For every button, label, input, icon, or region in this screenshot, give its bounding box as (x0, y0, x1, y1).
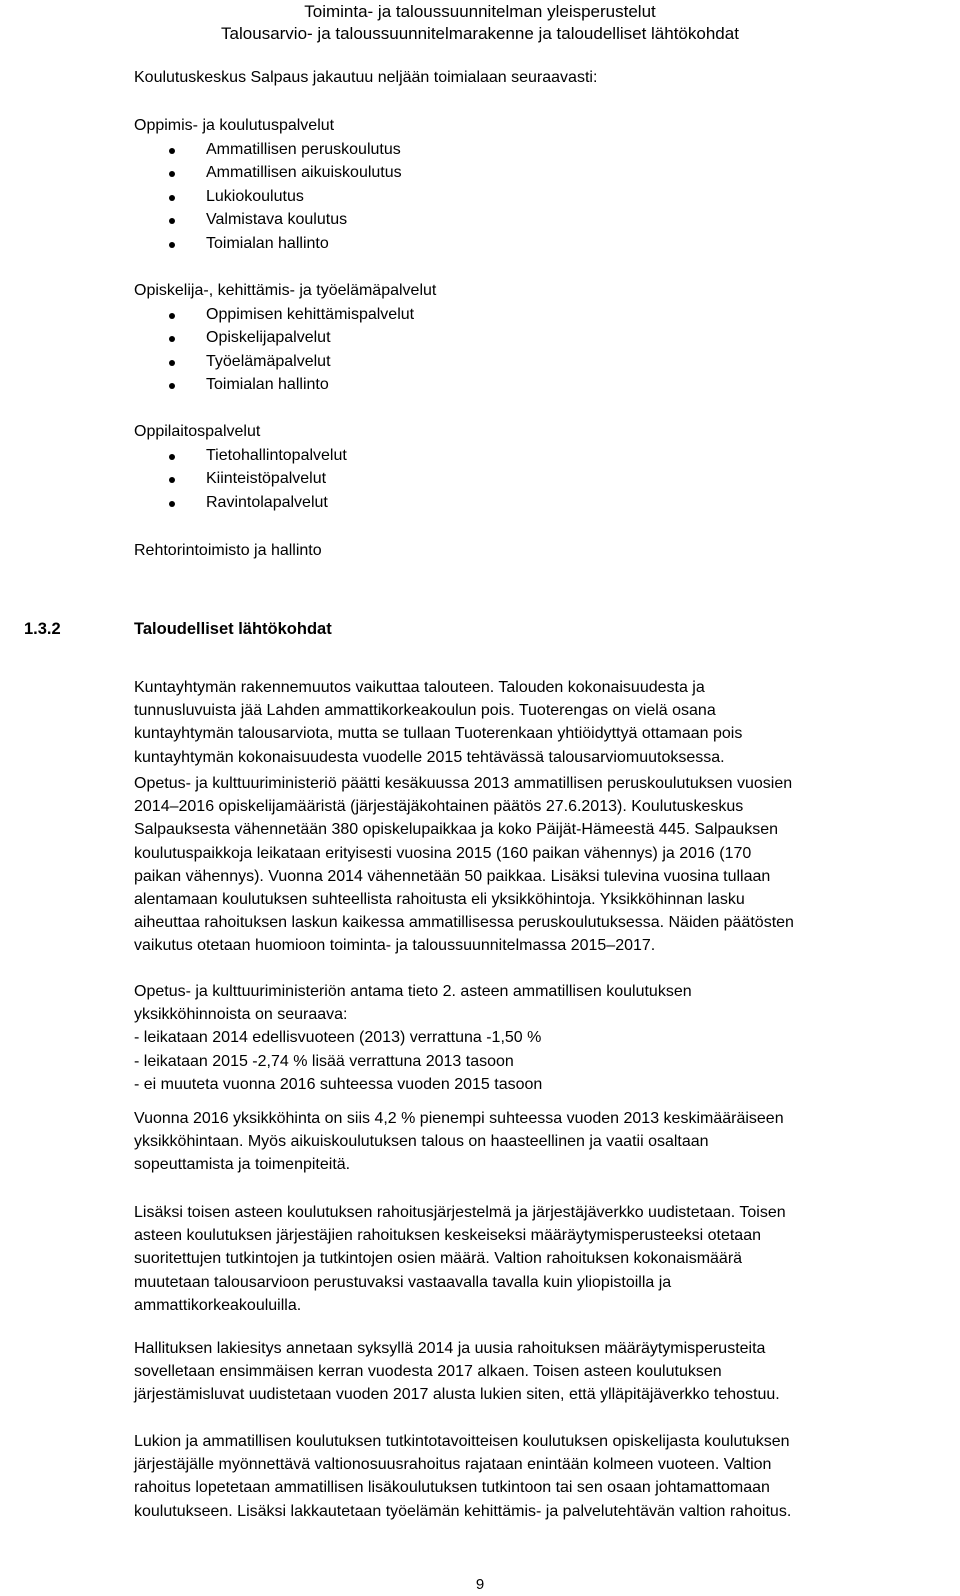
paragraph: Lukion ja ammatillisen koulutuksen tutkintotavoitteisen koulutuksen opiskelijasta koulutuksen järjestäjälle myönnettävä valtionosuusrahoitus rajataan enintään kolmeen vuoteen. Valtion rahoitus lopetetaan ammatillisen lisäkoulutuksen tutkintoon tai sen osaan johtamattomaan koulutukseen. Lisäksi lakkautetaan työelämän kehittämis- ja palvelutehtävän valtion rahoitus. (134, 1433, 792, 1520)
list-item: Toimialan hallinto (134, 232, 402, 256)
page-header (0, 0, 960, 45)
body-text (134, 1337, 960, 1407)
body-text (134, 1107, 960, 1177)
header-title-line2: Talousarvio- ja taloussuunnitelmarakenne ja taloudelliset lähtökohdat (221, 24, 739, 43)
list-item: Tietohallintopalvelut (134, 444, 347, 468)
bullet-icon (169, 336, 175, 342)
list-item: Lukiokoulutus (134, 185, 402, 209)
bullet-icon (169, 195, 175, 201)
list-item: Kiinteistöpalvelut (134, 467, 347, 491)
paragraph: Opetus- ja kulttuuriministeriö päätti kesäkuussa 2013 ammatillisen peruskoulutuksen vuosien 2014–2016 opiskelijamääristä (järjestäjäkohtainen päätös 27.6.2013). Koulutuskeskus Salpauksesta vähennetään 380 opiskelupaikkaa ja koko Päijät-Hämeestä 445. Salpauksen koulutuspaikkoja leikataan erityisesti vuosina 2015 (160 paikan vähennys) ja 2016 (170 paikan vähennys). Vuonna 2014 vähennetään 50 paikkaa. Lisäksi tulevina vuosina tullaan alentamaan koulutuksen suhteellista rahoitusta eli yksikköhintoja. Yksikköhinnan lasku aiheuttaa rahoituksen laskun kaikessa ammatillisessa peruskoulutuksessa. Näiden päätösten vaikutus otetaan huomioon toiminta- ja taloussuunnitelmassa 2015–2017. (134, 775, 794, 955)
page-number: 9 (475, 1576, 485, 1593)
list-item: Toimialan hallinto (134, 373, 436, 397)
division-title: Oppilaitospalvelut (134, 423, 261, 440)
list-item: Ammatillisen aikuiskoulutus (134, 161, 402, 185)
bullet-icon (169, 501, 175, 507)
body-text (134, 980, 960, 1096)
bullet-icon (169, 360, 175, 366)
section-heading (24, 618, 332, 640)
bullet-icon (169, 383, 175, 389)
body-text (134, 772, 960, 958)
bullet-icon (169, 242, 175, 248)
division-list (134, 444, 347, 515)
division-group (134, 420, 347, 514)
bullet-icon (169, 148, 175, 154)
division-list (134, 138, 402, 256)
list-item: Valmistava koulutus (134, 208, 402, 232)
list-item: Työelämäpalvelut (134, 350, 436, 374)
section-title: Taloudelliset lähtökohdat (134, 620, 332, 638)
bullet-icon (169, 218, 175, 224)
division-group (134, 279, 436, 397)
division-title: Oppimis- ja koulutuspalvelut (134, 117, 335, 134)
body-text: Kuntayhtymän rakennemuutos vaikuttaa talouteen. Talouden kokonaisuudesta ja tunnusluvuista jää Lahden ammattikorkeakoulun pois. Tuoterengas on vielä osana kuntayhtymän talousarviota, mutta se tullaan Tuoterenkaan yhtiöidyttyä ottamaan pois kuntayhtymän kokonaisuudesta vuodelle 2015 tehtävässä talousarviomuutoksessa. (134, 679, 743, 766)
bullet-icon (169, 477, 175, 483)
intro-text: Koulutuskeskus Salpaus jakautuu neljään toimialaan seuraavasti: (134, 69, 598, 86)
header-title-line1: Toiminta- ja taloussuunnitelman yleisperustelut (304, 2, 656, 21)
paragraph: Hallituksen lakiesitys annetaan syksyllä 2014 ja uusia rahoituksen määräytymisperusteita sovelletaan ensimmäisen kerran vuodesta 2017 alkaen. Toisen asteen koulutuksen järjestämisluvat uudistetaan vuoden 2017 alusta lukien siten, että ylläpitäjäverkko tehostuu. (134, 1340, 780, 1404)
list-item: Ammatillisen peruskoulutus (134, 138, 402, 162)
paragraph: Vuonna 2016 yksikköhinta on siis 4,2 % pienempi suhteessa vuoden 2013 keskimääräiseen yksikköhintaan. Myös aikuiskoulutuksen talous on haasteellinen ja vaatii osaltaan sopeuttamista ja toimenpiteitä. (134, 1110, 784, 1174)
list-item: Oppimisen kehittämispalvelut (134, 303, 436, 327)
paragraph: Opetus- ja kulttuuriministeriön antama tieto 2. asteen ammatillisen koulutuksen yksikköhinnoista on seuraava: - leikataan 2014 edellisvuoteen (2013) verrattuna -1,50 % - leikataan 2015 -2,74 % lisää verrattuna 2013 tasoon - ei muuteta vuonna 2016 suhteessa vuoden 2015 tasoon (134, 983, 692, 1093)
body-text (134, 1201, 960, 1317)
division-title: Opiskelija-, kehittämis- ja työelämäpalvelut (134, 282, 437, 299)
division-group (134, 114, 402, 256)
bullet-icon (169, 313, 175, 319)
bullet-icon (169, 454, 175, 460)
section-number: 1.3.2 (24, 620, 61, 638)
body-text (134, 1430, 960, 1523)
division-title: Rehtorintoimisto ja hallinto (134, 542, 322, 559)
division-list (134, 303, 436, 397)
paragraph: Lisäksi toisen asteen koulutuksen rahoitusjärjestelmä ja järjestäjäverkko uudistetaan. Toisen asteen koulutuksen järjestäjien rahoituksen keskeiseksi määräytymisperusteeksi otetaan suoritettujen tutkintojen ja tutkintojen osien määrä. Valtion rahoituksen kokonaismäärä muutetaan talousarvioon perustuvaksi vastaavalla tavalla kuin yliopistoilla ja ammattikorkeakouluilla. (134, 1204, 786, 1314)
list-item: Opiskelijapalvelut (134, 326, 436, 350)
bullet-icon (169, 171, 175, 177)
list-item: Ravintolapalvelut (134, 491, 347, 515)
